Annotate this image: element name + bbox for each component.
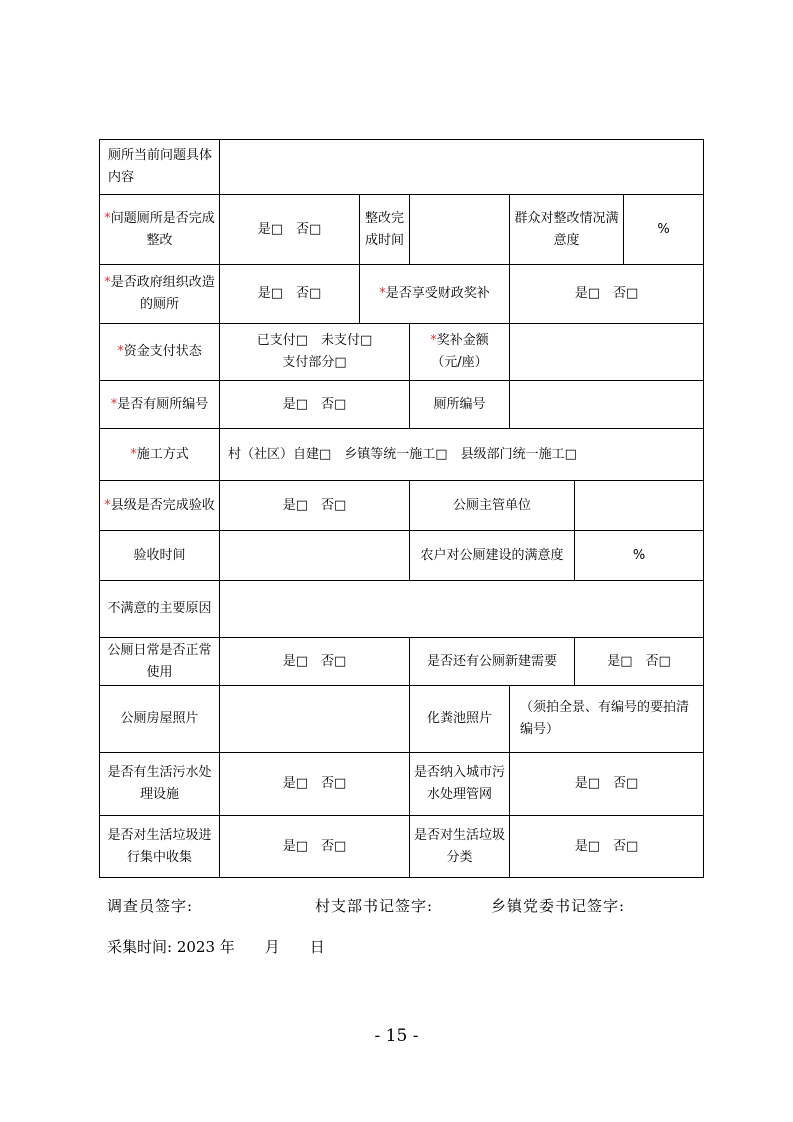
new-need-options[interactable]: 是□ 否□ xyxy=(575,638,704,686)
required-mark: * xyxy=(379,286,386,301)
satisfaction-unit[interactable]: % xyxy=(624,195,704,265)
required-mark: * xyxy=(104,210,111,226)
required-mark: * xyxy=(117,344,124,359)
table-row xyxy=(100,195,704,265)
required-mark: * xyxy=(104,497,111,513)
acceptance-label: *县级是否完成验收 xyxy=(100,481,220,531)
septic-photo-label: 化粪池照片 xyxy=(410,686,510,753)
subsidy-options[interactable]: 是□ 否□ xyxy=(510,265,704,324)
daily-use-label: 公厕日常是否正常使用 xyxy=(100,638,220,686)
subsidy-label: *是否享受财政奖补 xyxy=(360,265,510,324)
satisfaction-label: 群众对整改情况满意度 xyxy=(510,195,624,265)
numbered-label: *是否有厕所编号 xyxy=(100,381,220,429)
rectified-time-label: 整改完成时间 xyxy=(360,195,410,265)
managing-unit-field[interactable] xyxy=(575,481,704,531)
funding-label: *资金支付状态 xyxy=(100,324,220,381)
table-row xyxy=(100,429,704,481)
table-row xyxy=(100,531,704,581)
table-row xyxy=(100,140,704,195)
required-mark: * xyxy=(430,333,437,348)
city-network-label: 是否纳入城市污水处理管网 xyxy=(410,753,510,816)
house-photo-label: 公厕房屋照片 xyxy=(100,686,220,753)
garbage-sort-label: 是否对生活垃圾分类 xyxy=(410,816,510,878)
gov-organized-options[interactable]: 是□ 否□ xyxy=(220,265,360,324)
required-mark: * xyxy=(104,275,111,290)
gov-organized-label: *是否政府组织改造的厕所 xyxy=(100,265,220,324)
table-row xyxy=(100,381,704,429)
dissatisfaction-label: 不满意的主要原因 xyxy=(100,581,220,638)
village-secretary-signature[interactable]: 村支部书记签字: xyxy=(315,897,434,915)
funding-options[interactable]: 已支付□ 未支付□ 支付部分□ xyxy=(220,324,410,381)
numbered-options[interactable]: 是□ 否□ xyxy=(220,381,410,429)
table-row xyxy=(100,581,704,638)
construction-label: *施工方式 xyxy=(100,429,220,481)
table-row xyxy=(100,324,704,381)
required-mark: * xyxy=(110,396,118,412)
acceptance-time-label: 验收时间 xyxy=(100,531,220,581)
toilet-number-label: 厕所编号 xyxy=(410,381,510,429)
page-number: - 15 - xyxy=(374,1026,419,1046)
sewage-label: 是否有生活污水处理设施 xyxy=(100,753,220,816)
farmer-satisfaction-label: 农户对公厕建设的满意度 xyxy=(410,531,575,581)
table-row xyxy=(100,638,704,686)
table-row xyxy=(100,816,704,878)
garbage-sort-options[interactable]: 是□ 否□ xyxy=(510,816,704,878)
problem-content-field[interactable] xyxy=(220,140,704,195)
farmer-satisfaction-unit[interactable]: % xyxy=(575,531,704,581)
table-row xyxy=(100,481,704,531)
garbage-options[interactable]: 是□ 否□ xyxy=(220,816,410,878)
rectified-label: *问题厕所是否完成整改 xyxy=(100,195,220,265)
amount-label: *奖补金额 （元/座） xyxy=(410,324,510,381)
amount-field[interactable] xyxy=(510,324,704,381)
new-need-label: 是否还有公厕新建需要 xyxy=(410,638,575,686)
city-network-options[interactable]: 是□ 否□ xyxy=(510,753,704,816)
required-mark: * xyxy=(130,446,137,462)
managing-unit-label: 公厕主管单位 xyxy=(410,481,575,531)
dissatisfaction-field[interactable] xyxy=(220,581,704,638)
house-photo-field[interactable] xyxy=(220,686,410,753)
acceptance-options[interactable]: 是□ 否□ xyxy=(220,481,410,531)
daily-use-options[interactable]: 是□ 否□ xyxy=(220,638,410,686)
table-row xyxy=(100,265,704,324)
surveyor-signature[interactable]: 调查员签字: xyxy=(107,897,194,915)
septic-photo-note[interactable]: （须拍全景、有编号的要拍清编号） xyxy=(510,686,704,753)
garbage-label: 是否对生活垃圾进行集中收集 xyxy=(100,816,220,878)
construction-options[interactable]: 村（社区）自建□ 乡镇等统一施工□ 县级部门统一施工□ xyxy=(220,429,704,481)
rectified-time-field[interactable] xyxy=(410,195,510,265)
sewage-options[interactable]: 是□ 否□ xyxy=(220,753,410,816)
rectified-options[interactable]: 是□ 否□ xyxy=(220,195,360,265)
survey-table xyxy=(99,139,704,878)
table-row xyxy=(100,686,704,753)
township-secretary-signature[interactable]: 乡镇党委书记签字: xyxy=(491,897,626,915)
table-row xyxy=(100,753,704,816)
acceptance-time-field[interactable] xyxy=(220,531,410,581)
problem-content-label: 厕所当前问题具体内容 xyxy=(100,140,220,195)
toilet-number-field[interactable] xyxy=(510,381,704,429)
collection-time: 采集时间: 2023 年 月 日 xyxy=(107,938,325,956)
